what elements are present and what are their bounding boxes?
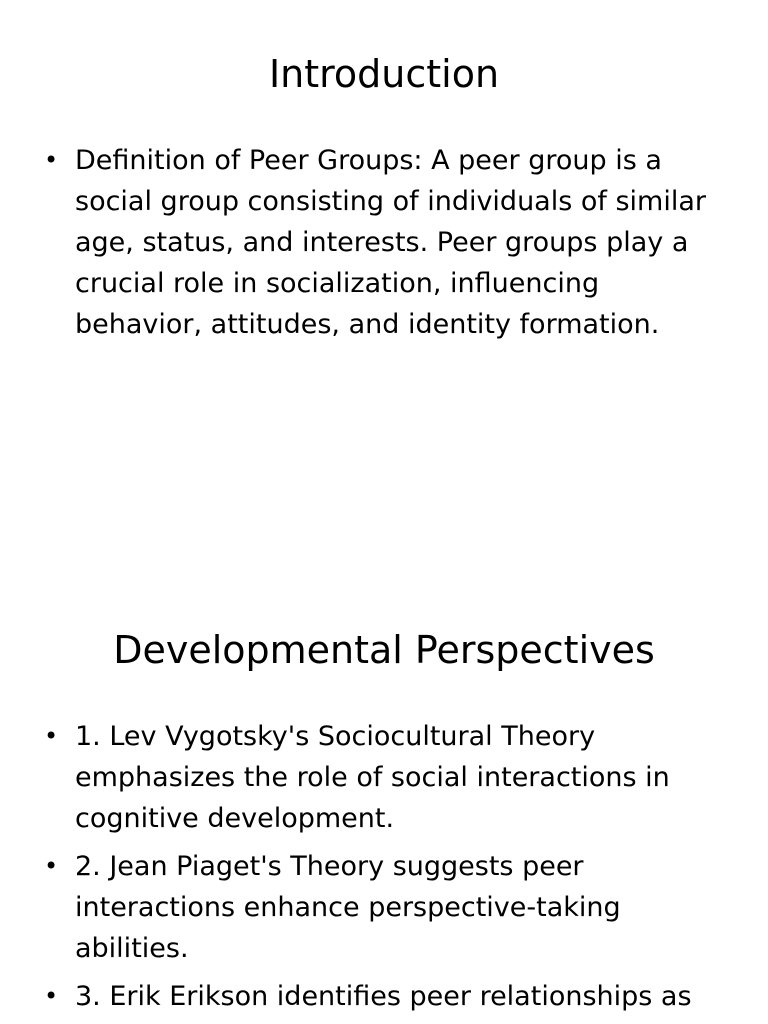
bullet-icon: •	[44, 852, 59, 880]
bullet-list	[0, 140, 768, 352]
bullet-item	[0, 976, 768, 1017]
bullet-icon: •	[44, 982, 59, 1010]
bullet-text: 2. Jean Piaget's Theory suggests peer interactions enhance perspective-taking abilities.	[75, 851, 621, 964]
bullet-icon: •	[44, 722, 59, 750]
bullet-text: Definition of Peer Groups: A peer group is a social group consisting of individuals of similar age, status, and interests. Peer groups play a crucial role in socialization, influencing behavior, attitudes, and identity formation.	[75, 145, 707, 340]
slide-title: Introduction	[268, 52, 500, 96]
slide-title: Developmental Perspectives	[113, 628, 655, 672]
slide-developmental-perspectives	[0, 512, 768, 1024]
bullet-item	[0, 716, 768, 839]
bullet-text: 1. Lev Vygotsky's Sociocultural Theory emphasizes the role of social interactions in cognitive development.	[75, 721, 670, 834]
bullet-icon: •	[44, 146, 59, 174]
bullet-item	[0, 140, 768, 345]
bullet-text: 3. Erik Erikson identifies peer relationships as	[75, 981, 692, 1012]
bullet-list	[0, 716, 768, 1024]
bullet-item	[0, 846, 768, 969]
